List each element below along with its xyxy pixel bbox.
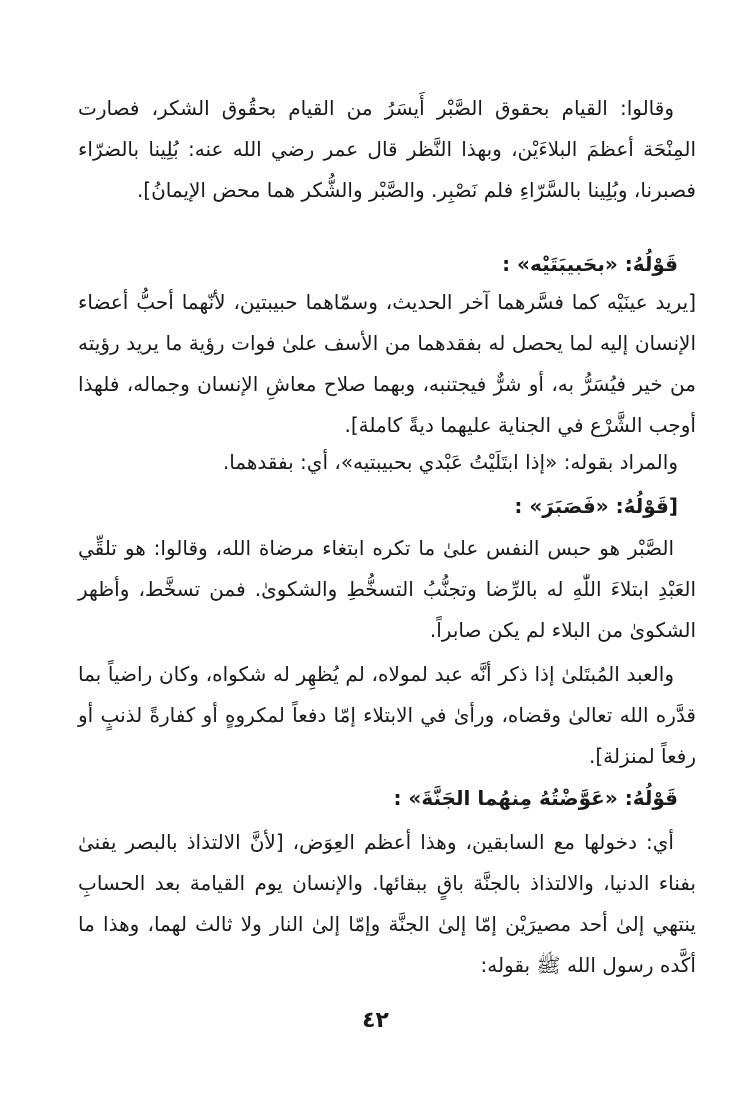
heading-prefix: قَوْلُهُ: [624,252,678,276]
heading-quote: «بحَبيبَتَيْه» [517,252,618,276]
paragraph-sabr-shukr: وقالوا: القيام بحقوق الصَّبْر أَيسَرُ من القيام بحقُوق الشكر، فصارت المِنْحَة أعظمَ البلاءَيْن، وبهذا النَّظر قال عمر رضي الله عنه: بُلِينا بالضرّاء فصبرنا، وبُلِينا بالسَّرّاءِ فلم نَصْبِر. والصَّبْر والشُّكر هما محض الإيمانُ]. [78,96,696,202]
heading-prefix: [قَوْلُهُ: [615,494,678,518]
heading-quote: «عَوَّضْتُهُ مِنهُما الجَنَّةَ» [408,786,618,810]
paragraph-meaning [223,442,678,482]
heading-suffix: : [514,494,523,518]
paragraph-meaning-text: والمراد بقوله: «إذا ابتَلَيْتُ عَبْدي بحبيبتيه»، أي: بفقدهما. [222,450,678,474]
heading-quote: «فَصَبَرَ» [529,494,609,518]
paragraph-sabr-definition: الصَّبْر هو حبس النفس علىٰ ما تكره ابتغاء مرضاة الله، وقالوا: هو تلقِّي العَبْدِ ابتلاءَ اللّٰهِ له بالرِّضا وتجنُّبُ التسخُّطِ والشكوىٰ. فمن تسخَّط، وأظهر الشكوىٰ من البلاء لم يكن صابراً. [78,536,696,642]
paragraph-afflicted-servant: والعبد المُبتَلىٰ إذا ذكر أنَّه عبد لمولاه، لم يُظهِر له شكواه، وكان راضياً بما قدَّره الله تعالىٰ وقضاه، ورأىٰ في الابتلاء إمّا دفعاً لمكروهٍ أو كفارةً لذنبٍ أو رفعاً لمنزلة]. [78,662,696,768]
heading-suffix: : [502,252,511,276]
heading-prefix: قَوْلُهُ: [624,786,678,810]
heading-suffix: : [393,786,402,810]
heading-habibatayh [502,244,678,284]
page-body [78,88,696,1048]
page-number: ٤٢ [362,1008,389,1033]
heading-awwadtuhu [393,778,678,818]
paragraph-eyes: [يريد عينَيْه كما فسَّرهما آخر الحديث، وسمّاهما حبيبتين، لأنّهما أحبُّ أعضاء الإنسان إليه لما يحصل له بفقدهما من الأسف علىٰ فوات رؤية ما يريد رؤيته من خير فيُسَرُّ به، أو شرٌّ فيجتنبه، وبهما صلاح معاشِ الإنسان وجماله، فلهذا أوجب الشَّرْع في الجناية عليهما ديةً كاملة]. [78,290,696,437]
paragraph-paradise: أي: دخولها مع السابقين، وهذا أعظم العِوَض، [لأنَّ الالتذاذ بالبصر يفنىٰ بفناء الدنيا، والالتذاذ بالجنَّة باقٍ ببقائها. والإنسان يوم القيامة بعد الحسابِ ينتهي إلىٰ أحد مصيرَيْن إمّا إلىٰ الجنَّة وإمّا إلىٰ النار ولا ثالث لهما، وهذا ما أكَّده رسول الله ﷺ بقوله: [78,830,696,977]
heading-fasabar [514,486,678,526]
